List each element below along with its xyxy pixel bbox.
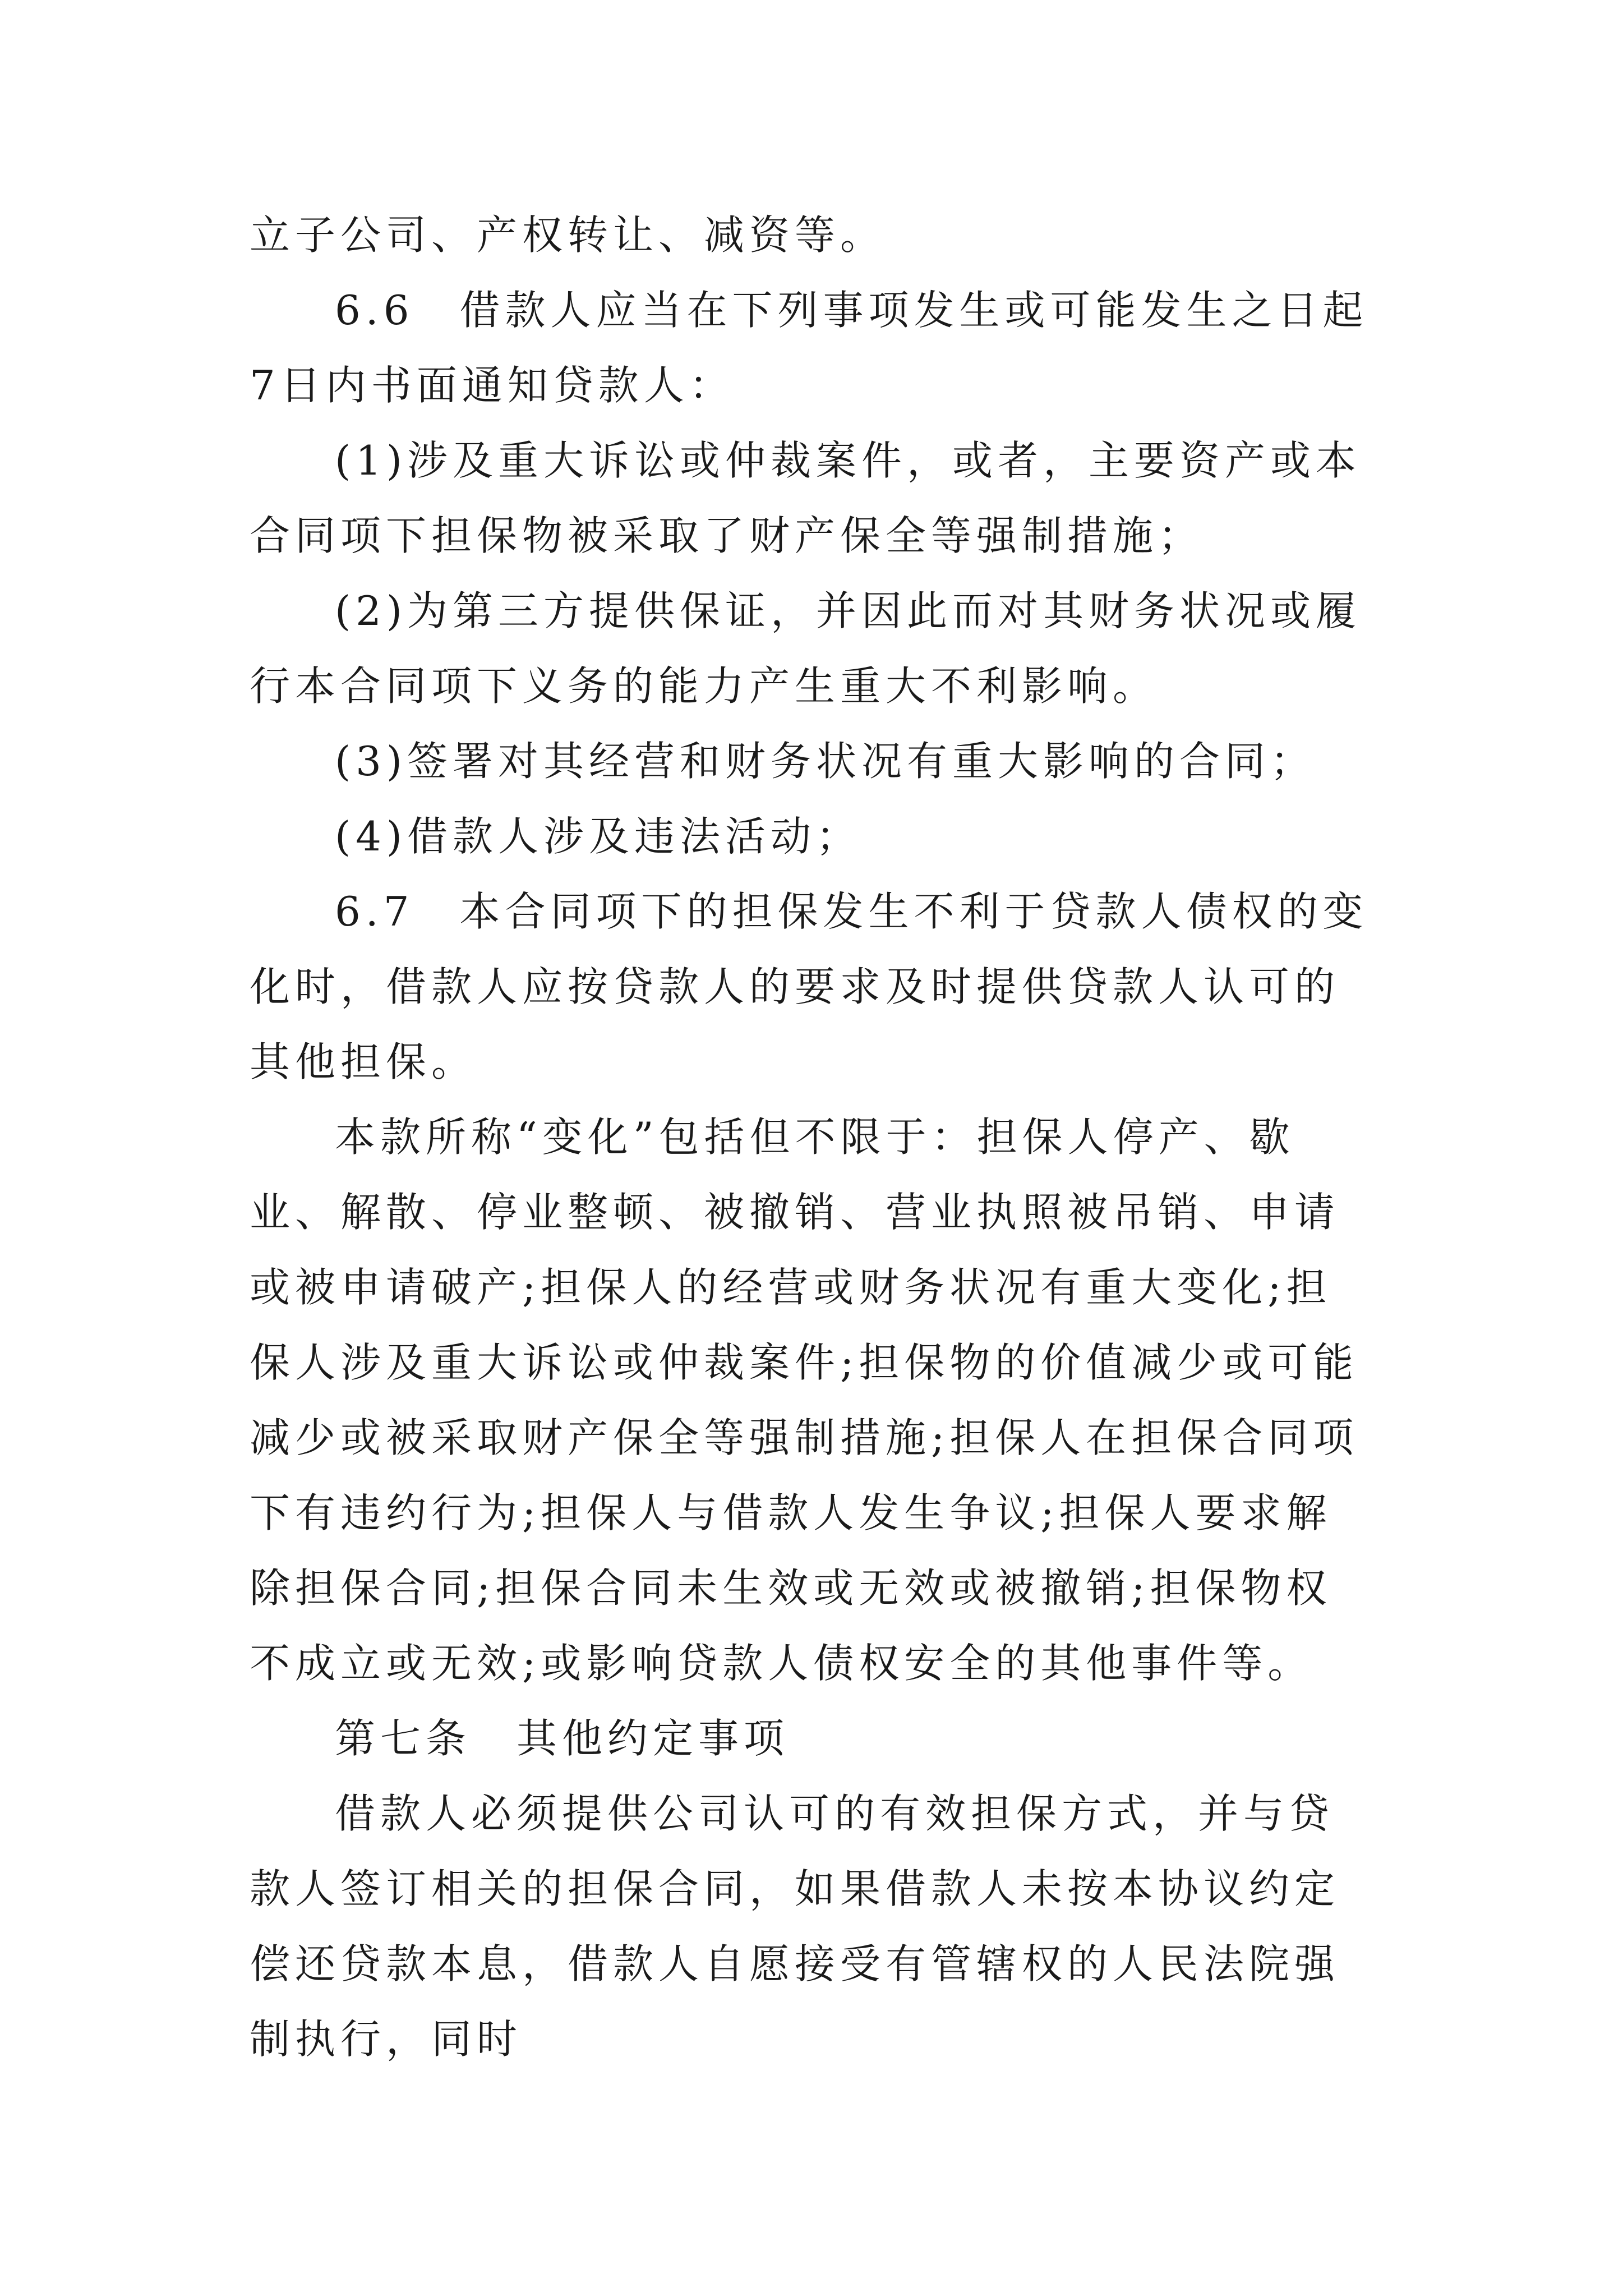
paragraph-continuation: 立子公司、产权转让、减资等。 xyxy=(250,211,886,259)
clause-6-6-item-4: (4)借款人涉及违法活动； xyxy=(335,813,861,860)
article-7-heading: 第七条 其他约定事项 xyxy=(335,1715,790,1762)
document-body xyxy=(250,197,1377,2077)
clause-6-6-item-2: (2)为第三方提供保证，并因此而对其财务状况或履行本合同项下义务的能力产生重大不利影响。 xyxy=(250,587,1361,710)
clause-6-7-definition: 本款所称“变化”包括但不限于：担保人停产、歇业、解散、停业整顿、被撤销、营业执照被吊销、申请或被申请破产;担保人的经营或财务状况有重大变化;担保人涉及重大诉讼或仲裁案件;担保物的价值减少或可能减少或被采取财产保全等强制措施;担保人在担保合同项下有违约行为;担保人与借款人发生争议;担保人要求解除担保合同;担保合同未生效或无效或被撤销;担保物权不成立或无效;或影响贷款人债权安全的其他事件等。 xyxy=(250,1114,1359,1687)
clause-6-6-item-1: (1)涉及重大诉讼或仲裁案件，或者，主要资产或本合同项下担保物被采取了财产保全等强制措施； xyxy=(250,437,1361,559)
article-7-body: 借款人必须提供公司认可的有效担保方式，并与贷款人签订相关的担保合同，如果借款人未按本协议约定偿还贷款本息，借款人自愿接受有管辖权的人民法院强制执行，同时 xyxy=(250,1790,1340,2063)
clause-6-6: 6.6 借款人应当在下列事项发生或可能发生之日起7日内书面通知贷款人： xyxy=(250,287,1368,409)
clause-6-6-item-3: (3)签署对其经营和财务状况有重大影响的合同； xyxy=(335,738,1316,785)
clause-6-7: 6.7 本合同项下的担保发生不利于贷款人债权的变化时，借款人应按贷款人的要求及时提供贷款人认可的其他担保。 xyxy=(250,888,1368,1085)
